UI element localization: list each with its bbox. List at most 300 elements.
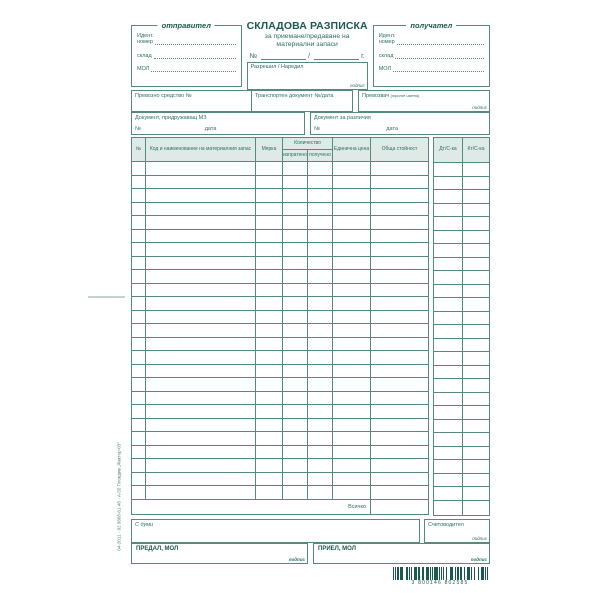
empty-cell: [333, 162, 371, 176]
account-row: [434, 460, 490, 474]
empty-cell: [146, 486, 256, 500]
empty-cell: [256, 405, 283, 419]
account-row: [434, 338, 490, 352]
empty-cell: [371, 445, 429, 459]
empty-cell: [308, 256, 333, 270]
empty-cell: [463, 163, 490, 177]
document-number-line: № / г.: [249, 52, 365, 60]
empty-cell: [463, 338, 490, 352]
empty-cell: [256, 472, 283, 486]
account-row: [434, 487, 490, 501]
accompanying-document-cell: Документ, придружаващ МЗ № дата: [131, 112, 305, 135]
empty-cell: [132, 378, 146, 392]
empty-cell: [283, 337, 308, 351]
empty-cell: [371, 459, 429, 473]
empty-cell: [463, 271, 490, 285]
empty-cell: [434, 271, 463, 285]
empty-cell: [463, 352, 490, 366]
item-row: [132, 391, 429, 405]
empty-cell: [283, 418, 308, 432]
signature-label: подпис: [470, 556, 487, 562]
empty-cell: [132, 256, 146, 270]
form-subtitle: за приемане/предаване на материални запаси: [264, 33, 350, 49]
empty-cell: [256, 189, 283, 203]
empty-cell: [434, 176, 463, 190]
empty-cell: [463, 433, 490, 447]
empty-cell: [256, 486, 283, 500]
receiver-warehouse-field: склад: [379, 53, 484, 59]
empty-cell: [146, 229, 256, 243]
empty-cell: [132, 216, 146, 230]
empty-cell: [333, 472, 371, 486]
empty-cell: [371, 216, 429, 230]
empty-cell: [283, 256, 308, 270]
empty-cell: [146, 391, 256, 405]
sender-id-field: номер: [137, 39, 236, 45]
empty-cell: [463, 365, 490, 379]
receiver-id-label: Идент.: [378, 33, 396, 39]
documents-row: [131, 112, 490, 135]
empty-cell: [132, 472, 146, 486]
received-by-box: ПРИЕЛ, МОЛ подпис: [313, 543, 490, 564]
empty-cell: [371, 324, 429, 338]
empty-cell: [146, 297, 256, 311]
empty-cell: [308, 472, 333, 486]
empty-cell: [256, 229, 283, 243]
account-row: [434, 419, 490, 433]
col-header-no: №: [132, 138, 146, 162]
empty-cell: [434, 379, 463, 393]
empty-cell: [371, 243, 429, 257]
account-row: [434, 379, 490, 393]
barcode-digits: 3 800146 802585: [411, 580, 469, 586]
empty-cell: [283, 445, 308, 459]
empty-cell: [308, 216, 333, 230]
account-row: [434, 365, 490, 379]
empty-cell: [283, 297, 308, 311]
empty-cell: [256, 364, 283, 378]
handed-over-box: ПРЕДАЛ, МОЛ подпис: [131, 543, 308, 564]
signature-label: подпис: [288, 556, 305, 562]
empty-cell: [256, 459, 283, 473]
col-header-code-name: Код и наименование на материалния запас: [146, 138, 256, 162]
item-row: [132, 324, 429, 338]
total-row: [132, 499, 429, 514]
empty-cell: [256, 175, 283, 189]
empty-cell: [146, 175, 256, 189]
blank-line: [151, 69, 235, 72]
empty-cell: [434, 460, 463, 474]
empty-cell: [132, 445, 146, 459]
empty-cell: [371, 310, 429, 324]
empty-cell: [371, 378, 429, 392]
empty-cell: [146, 432, 256, 446]
empty-cell: [308, 391, 333, 405]
empty-cell: [308, 270, 333, 284]
empty-cell: [283, 324, 308, 338]
col-header-total-value: Обща стойност: [371, 138, 429, 162]
empty-cell: [333, 229, 371, 243]
account-row: [434, 406, 490, 420]
empty-cell: [371, 337, 429, 351]
empty-cell: [463, 203, 490, 217]
blank-line: [393, 69, 484, 72]
sender-box: [131, 21, 242, 87]
empty-cell: [333, 189, 371, 203]
empty-cell: [132, 418, 146, 432]
col-header-sent: изпратено: [283, 150, 308, 162]
col-header-debit-account: Дт/С-ка: [434, 138, 463, 163]
account-row: [434, 433, 490, 447]
empty-cell: [283, 283, 308, 297]
empty-cell: [256, 337, 283, 351]
empty-cell: [308, 432, 333, 446]
item-row: [132, 364, 429, 378]
receiver-mol-field: МОЛ: [379, 66, 484, 72]
empty-cell: [371, 175, 429, 189]
empty-cell: [434, 406, 463, 420]
empty-cell: [308, 243, 333, 257]
sender-id-label: Идент.: [137, 33, 154, 39]
in-words-row: [131, 519, 490, 543]
empty-cell: [463, 217, 490, 231]
account-row: [434, 244, 490, 258]
item-row: [132, 270, 429, 284]
item-row: [132, 297, 429, 311]
empty-cell: [283, 486, 308, 500]
doc-date-label: дата: [204, 126, 217, 132]
blank-line: [395, 56, 484, 59]
empty-cell: [283, 189, 308, 203]
empty-cell: [283, 472, 308, 486]
empty-cell: [333, 283, 371, 297]
empty-cell: [463, 500, 490, 515]
empty-cell: [283, 432, 308, 446]
accounts-body: [434, 163, 490, 516]
empty-cell: [146, 405, 256, 419]
empty-cell: [308, 445, 333, 459]
sender-warehouse-field: склад: [137, 53, 236, 59]
empty-cell: [434, 257, 463, 271]
item-row: [132, 162, 429, 176]
empty-cell: [283, 229, 308, 243]
total-value-cell: [371, 499, 429, 514]
blank-line: [154, 56, 236, 59]
fold-mark: [88, 296, 125, 298]
empty-cell: [434, 500, 463, 515]
doc-date-label: дата: [386, 126, 398, 132]
empty-cell: [434, 203, 463, 217]
item-row: [132, 432, 429, 446]
empty-cell: [256, 256, 283, 270]
empty-cell: [132, 270, 146, 284]
form-body: [131, 20, 490, 586]
empty-cell: [132, 459, 146, 473]
empty-cell: [146, 445, 256, 459]
empty-cell: [463, 244, 490, 258]
empty-cell: [308, 418, 333, 432]
signatures-row: [131, 543, 490, 564]
empty-cell: [256, 351, 283, 365]
item-row: [132, 256, 429, 270]
col-header-quantity: Количество: [283, 138, 333, 150]
empty-cell: [146, 270, 256, 284]
empty-cell: [434, 190, 463, 204]
col-header-received: получено: [308, 150, 333, 162]
empty-cell: [283, 378, 308, 392]
account-row: [434, 446, 490, 460]
empty-cell: [333, 297, 371, 311]
empty-cell: [333, 216, 371, 230]
empty-cell: [463, 298, 490, 312]
authorized-by-box: Разрешил / Наредил подпис: [247, 62, 368, 90]
empty-cell: [256, 297, 283, 311]
empty-cell: [308, 351, 333, 365]
empty-cell: [463, 379, 490, 393]
account-row: [434, 190, 490, 204]
empty-cell: [371, 229, 429, 243]
account-row: [434, 500, 490, 515]
empty-cell: [371, 162, 429, 176]
empty-cell: [308, 229, 333, 243]
empty-cell: [308, 202, 333, 216]
empty-cell: [463, 446, 490, 460]
col-header-unit-price: Единична цена: [333, 138, 371, 162]
empty-cell: [333, 364, 371, 378]
empty-cell: [146, 310, 256, 324]
vehicle-cell: Превозно средство №: [131, 90, 252, 112]
empty-cell: [283, 162, 308, 176]
empty-cell: [371, 202, 429, 216]
doc-number-label: №: [314, 126, 320, 132]
empty-cell: [256, 418, 283, 432]
empty-cell: [256, 324, 283, 338]
empty-cell: [371, 351, 429, 365]
empty-cell: [256, 391, 283, 405]
empty-cell: [333, 310, 371, 324]
account-row: [434, 311, 490, 325]
item-row: [132, 310, 429, 324]
empty-cell: [308, 486, 333, 500]
empty-cell: [434, 473, 463, 487]
empty-cell: [146, 256, 256, 270]
empty-cell: [146, 418, 256, 432]
empty-cell: [146, 472, 256, 486]
account-row: [434, 217, 490, 231]
empty-cell: [463, 406, 490, 420]
empty-cell: [308, 324, 333, 338]
empty-cell: [463, 311, 490, 325]
items-table: [131, 137, 429, 515]
barcode-bars: [390, 567, 490, 580]
carrier-cell: Превозвач (трите имена) подпис: [358, 90, 490, 112]
empty-cell: [434, 419, 463, 433]
account-row: [434, 271, 490, 285]
empty-cell: [434, 392, 463, 406]
empty-cell: [371, 405, 429, 419]
empty-cell: [308, 175, 333, 189]
printer-info-vertical-text: 04-2011 · 02 9868-61-48 · А-55 Пловдив „Фактор-03“: [116, 442, 122, 551]
empty-cell: [434, 365, 463, 379]
empty-cell: [333, 445, 371, 459]
account-row: [434, 473, 490, 487]
empty-cell: [132, 391, 146, 405]
account-row: [434, 325, 490, 339]
empty-cell: [146, 202, 256, 216]
item-row: [132, 459, 429, 473]
empty-cell: [333, 418, 371, 432]
empty-cell: [308, 297, 333, 311]
empty-cell: [132, 337, 146, 351]
empty-cell: [434, 487, 463, 501]
empty-cell: [146, 337, 256, 351]
transport-row: [131, 90, 490, 112]
empty-cell: [132, 297, 146, 311]
account-row: [434, 298, 490, 312]
title-block: [247, 20, 368, 90]
empty-cell: [132, 310, 146, 324]
account-row: [434, 352, 490, 366]
empty-cell: [463, 392, 490, 406]
empty-cell: [283, 364, 308, 378]
col-header-unit: Мярка: [256, 138, 283, 162]
account-row: [434, 176, 490, 190]
signature-label: подпис: [472, 535, 487, 541]
item-row: [132, 351, 429, 365]
empty-cell: [463, 230, 490, 244]
empty-cell: [256, 162, 283, 176]
sender-mol-field: МОЛ: [137, 66, 236, 72]
empty-cell: [308, 364, 333, 378]
account-row: [434, 284, 490, 298]
account-row: [434, 203, 490, 217]
empty-cell: [463, 419, 490, 433]
empty-cell: [333, 202, 371, 216]
empty-cell: [283, 459, 308, 473]
empty-cell: [333, 486, 371, 500]
empty-cell: [333, 459, 371, 473]
empty-cell: [434, 352, 463, 366]
empty-cell: [308, 162, 333, 176]
empty-cell: [146, 324, 256, 338]
empty-cell: [371, 432, 429, 446]
item-row: [132, 486, 429, 500]
empty-cell: [132, 283, 146, 297]
empty-cell: [371, 256, 429, 270]
empty-cell: [132, 229, 146, 243]
empty-cell: [463, 325, 490, 339]
item-row: [132, 472, 429, 486]
form-title: СКЛАДОВА РАЗПИСКА: [246, 20, 368, 32]
empty-cell: [333, 351, 371, 365]
carrier-note: (трите имена): [390, 93, 420, 98]
header-row: [131, 20, 490, 90]
empty-cell: [256, 216, 283, 230]
empty-cell: [283, 405, 308, 419]
empty-cell: [283, 175, 308, 189]
empty-cell: [434, 298, 463, 312]
empty-cell: [308, 378, 333, 392]
receiver-id-field: номер: [379, 39, 484, 45]
empty-cell: [434, 325, 463, 339]
empty-cell: [146, 162, 256, 176]
blank-line: [397, 42, 484, 45]
empty-cell: [434, 446, 463, 460]
receiver-legend: получател: [406, 21, 456, 30]
empty-cell: [434, 284, 463, 298]
empty-cell: [146, 364, 256, 378]
item-row: [132, 418, 429, 432]
empty-cell: [132, 364, 146, 378]
col-header-credit-account: Кт/С-ка: [463, 138, 490, 163]
empty-cell: [308, 337, 333, 351]
blank-line: [314, 57, 359, 60]
item-row: [132, 405, 429, 419]
empty-cell: [371, 189, 429, 203]
empty-cell: [371, 391, 429, 405]
empty-cell: [308, 283, 333, 297]
item-row: [132, 243, 429, 257]
empty-cell: [463, 487, 490, 501]
item-row: [132, 337, 429, 351]
item-row: [132, 283, 429, 297]
empty-cell: [132, 405, 146, 419]
empty-cell: [146, 283, 256, 297]
account-row: [434, 392, 490, 406]
item-row: [132, 216, 429, 230]
empty-cell: [333, 243, 371, 257]
empty-cell: [333, 256, 371, 270]
empty-cell: [333, 337, 371, 351]
empty-cell: [283, 391, 308, 405]
account-row: [434, 257, 490, 271]
sender-legend: отправител: [158, 21, 215, 30]
empty-cell: [132, 175, 146, 189]
empty-cell: [434, 433, 463, 447]
item-row: [132, 175, 429, 189]
empty-cell: [132, 324, 146, 338]
empty-cell: [256, 243, 283, 257]
empty-cell: [371, 486, 429, 500]
empty-cell: [371, 472, 429, 486]
empty-cell: [308, 459, 333, 473]
empty-cell: [256, 202, 283, 216]
account-row: [434, 163, 490, 177]
blank-line: [261, 57, 306, 60]
empty-cell: [371, 364, 429, 378]
empty-cell: [463, 473, 490, 487]
empty-cell: [333, 391, 371, 405]
empty-cell: [132, 432, 146, 446]
empty-cell: [132, 243, 146, 257]
items-body: [132, 162, 429, 515]
item-row: [132, 202, 429, 216]
receiver-box: [373, 21, 490, 87]
empty-cell: [132, 351, 146, 365]
empty-cell: [434, 217, 463, 231]
barcode: [390, 567, 490, 587]
items-table-wrap: [131, 137, 490, 516]
empty-cell: [256, 270, 283, 284]
empty-cell: [333, 405, 371, 419]
empty-cell: [371, 297, 429, 311]
empty-cell: [256, 432, 283, 446]
empty-cell: [283, 310, 308, 324]
empty-cell: [371, 283, 429, 297]
empty-cell: [333, 378, 371, 392]
empty-cell: [146, 243, 256, 257]
blank-line: [155, 42, 236, 45]
